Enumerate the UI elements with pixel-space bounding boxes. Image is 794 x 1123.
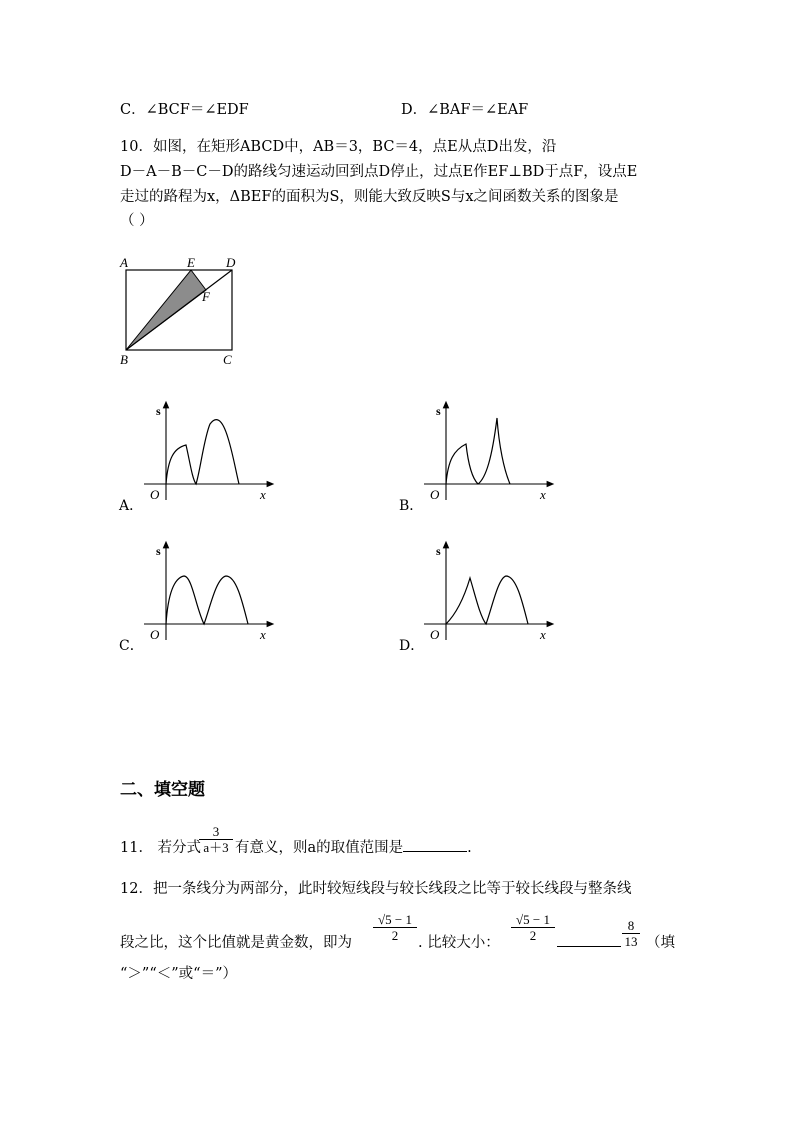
q10-text-line3: 走过的路程为x，ΔBEF的面积为S，则能大致反映S与x之间函数关系的图象是 <box>120 189 619 205</box>
label-a: A <box>120 255 128 270</box>
rectangle-figure <box>112 252 252 372</box>
q11-prefix: 11． 若分式 <box>120 840 202 856</box>
q9-option-c: C．∠BCF＝∠EDF <box>120 102 249 118</box>
option-a-axis-s: s <box>156 404 161 418</box>
q11-fraction <box>199 824 233 855</box>
q12-text-line1: 12．把一条线分为两部分，此时较短线段与较长线段之比等于较长线段与整条线 <box>120 881 632 897</box>
option-d-axis-x: x <box>540 627 546 642</box>
section-heading-fill-in: 二、填空题 <box>120 780 205 800</box>
q10-text-line2: D－A－B－C－D的路线匀速运动回到点D停止，过点E作EF⊥BD于点F，设点E <box>120 164 638 180</box>
option-b-origin: O <box>430 487 440 502</box>
option-a-label: A． <box>119 498 144 514</box>
diagonal-bd <box>126 270 232 350</box>
option-c-origin: O <box>150 627 160 642</box>
option-b-graph <box>420 398 560 506</box>
q12-text-line2c: （填 <box>646 935 675 951</box>
q11-frac-den: a＋3 <box>203 840 229 855</box>
option-a-origin: O <box>150 487 160 502</box>
q11-end: . <box>467 840 472 856</box>
option-d-graph <box>420 538 560 646</box>
q12-golden-fraction <box>373 912 417 943</box>
q12-frac3-den: 13 <box>624 934 638 949</box>
option-b-axis-s: s <box>436 404 441 418</box>
option-a-axis-x: x <box>260 487 266 502</box>
q12-frac2-den: 2 <box>529 928 537 943</box>
q12-compare-fraction-left <box>511 912 555 943</box>
q12-answer-blank[interactable] <box>557 946 621 947</box>
q12-compare-fraction-right <box>622 918 640 949</box>
q12-frac1-den: 2 <box>391 928 399 943</box>
q11-suffix <box>235 838 472 858</box>
option-c-axis-s: s <box>156 544 161 558</box>
shaded-triangle-bef <box>126 270 206 350</box>
q11-frac-num: 3 <box>212 824 220 839</box>
q12-frac1-num: √5 − 1 <box>378 912 412 927</box>
q11-answer-blank[interactable] <box>403 851 467 852</box>
option-d-axis-s: s <box>436 544 441 558</box>
label-c: C <box>223 352 232 367</box>
label-b: B <box>120 352 128 367</box>
option-a-curve <box>166 420 239 484</box>
q12-text-line3: “＞”“＜”或“＝”） <box>120 966 237 982</box>
option-b-curve <box>446 418 510 484</box>
q10-answer-paren: （ ） <box>120 213 154 229</box>
option-d-origin: O <box>430 627 440 642</box>
option-c-curve <box>166 576 248 624</box>
option-c-axis-x: x <box>260 627 266 642</box>
label-e: E <box>187 255 195 270</box>
q12-frac2-num: √5 − 1 <box>516 912 550 927</box>
q12-blank-wrap <box>557 933 621 953</box>
option-d-label: D． <box>399 638 425 654</box>
option-b-axis-x: x <box>540 487 546 502</box>
q12-text-line2b: . 比较大小： <box>418 935 500 951</box>
q9-option-d: D．∠BAF＝∠EAF <box>401 102 529 118</box>
option-c-label: C． <box>119 638 144 654</box>
q12-text-line2a: 段之比，这个比值就是黄金数，即为 <box>120 935 352 951</box>
q11-suffix-text: 有意义，则a的取值范围是 <box>235 840 404 856</box>
q10-text-line1: 10．如图，在矩形ABCD中，AB＝3，BC＝4，点E从点D出发，沿 <box>120 139 557 155</box>
option-d-curve <box>446 576 528 624</box>
option-a-graph <box>140 398 280 506</box>
label-d: D <box>226 255 236 270</box>
label-f: F <box>202 289 210 304</box>
option-b-label: B． <box>399 498 424 514</box>
q12-frac3-num: 8 <box>627 918 635 933</box>
option-c-graph <box>140 538 280 646</box>
